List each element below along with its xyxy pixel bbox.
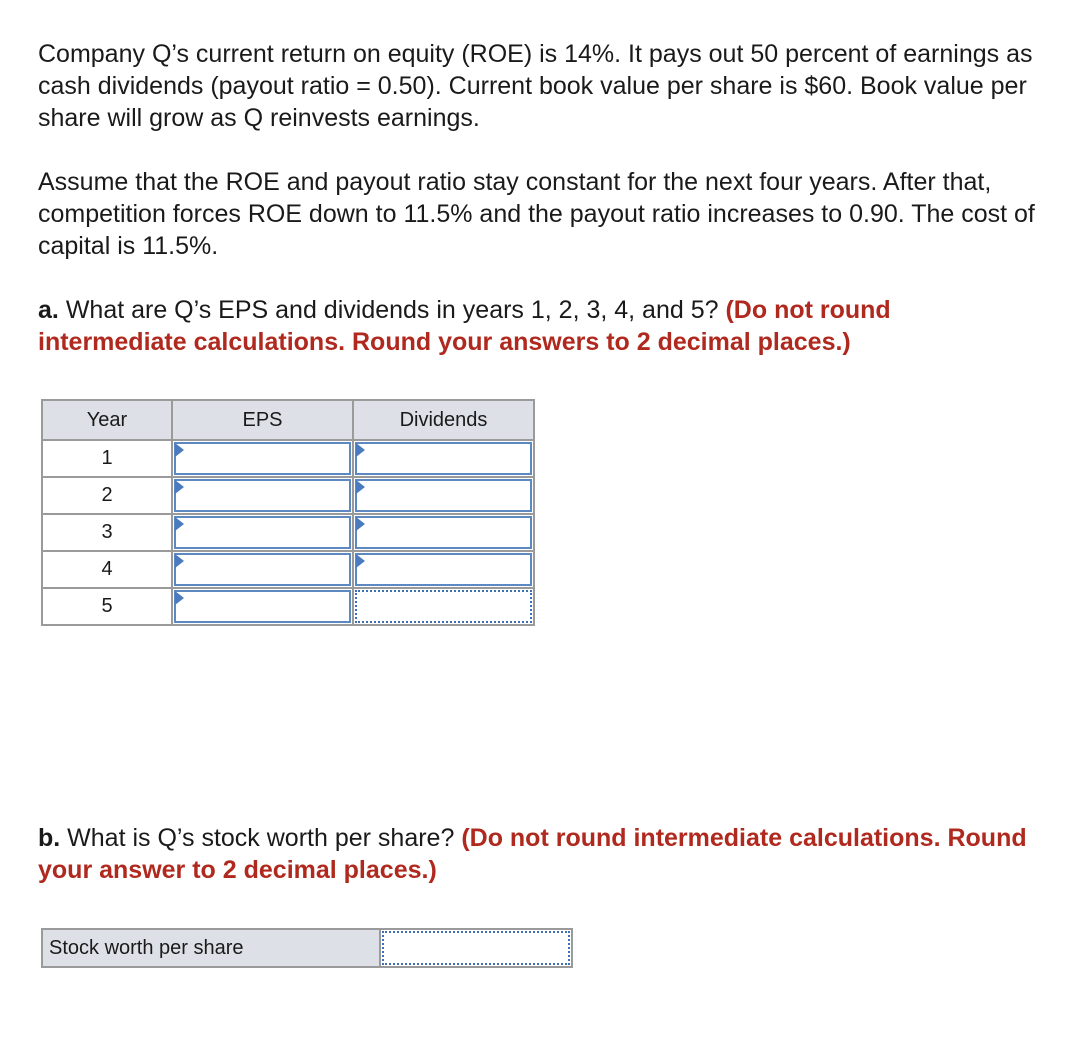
header-year: Year <box>42 400 172 440</box>
dividends-input-cell[interactable] <box>353 551 534 588</box>
question-a-instruction: (Do not round intermediate calculations. Round your answers to 2 decimal places.) <box>38 296 891 356</box>
input-marker-icon <box>175 554 184 568</box>
intro-paragraph-2: Assume that the ROE and payout ratio stay constant for the next four years. After that, competition forces ROE down to 11.5% and the payout ratio increases to 0.90. The cost of capital is 11.5%. <box>38 168 1035 260</box>
year-cell: 5 <box>42 588 172 625</box>
year-cell: 3 <box>42 514 172 551</box>
intro-paragraph-1: Company Q’s current return on equity (ROE) is 14%. It pays out 50 percent of earnings as cash dividends (payout ratio = 0.50). Current book value per share is $60. Book value per share will grow as Q reinvests earnings. <box>38 40 1033 132</box>
input-marker-icon <box>175 591 184 605</box>
table-row <box>42 588 534 625</box>
stock-worth-input[interactable] <box>382 931 570 965</box>
question-a <box>38 294 1038 358</box>
dividends-input[interactable] <box>355 553 532 586</box>
question-b-instruction: (Do not round intermediate calculations. Round your answer to 2 decimal places.) <box>38 824 1027 884</box>
input-marker-icon <box>356 517 365 531</box>
table-row <box>42 929 572 967</box>
year-cell: 4 <box>42 551 172 588</box>
question-b <box>38 822 1038 886</box>
table-row <box>42 514 534 551</box>
header-eps: EPS <box>172 400 353 440</box>
year-cell: 2 <box>42 477 172 514</box>
question-a-text: What are Q’s EPS and dividends in years 1, 2, 3, 4, and 5? <box>65 296 719 324</box>
eps-input[interactable] <box>174 479 351 512</box>
dividends-input-focused[interactable] <box>355 590 532 623</box>
dividends-input-cell[interactable] <box>353 588 534 625</box>
eps-input[interactable] <box>174 553 351 586</box>
year-cell: 1 <box>42 440 172 477</box>
eps-input-cell[interactable] <box>172 440 353 477</box>
stock-worth-label: Stock worth per share <box>42 929 380 967</box>
input-marker-icon <box>356 443 365 457</box>
input-marker-icon <box>175 480 184 494</box>
part-b-letter: b. <box>38 824 61 852</box>
input-marker-icon <box>356 480 365 494</box>
stock-worth-input-cell[interactable] <box>380 929 572 967</box>
input-marker-icon <box>175 517 184 531</box>
eps-input-cell[interactable] <box>172 477 353 514</box>
dividends-input-cell[interactable] <box>353 477 534 514</box>
table-header-row <box>42 400 534 440</box>
dividends-input[interactable] <box>355 479 532 512</box>
eps-dividends-table <box>41 399 535 626</box>
table-row <box>42 440 534 477</box>
eps-input[interactable] <box>174 442 351 475</box>
table-row <box>42 551 534 588</box>
dividends-input[interactable] <box>355 516 532 549</box>
table-row <box>42 477 534 514</box>
eps-input-cell[interactable] <box>172 551 353 588</box>
header-dividends: Dividends <box>353 400 534 440</box>
eps-input-cell[interactable] <box>172 588 353 625</box>
eps-input[interactable] <box>174 516 351 549</box>
dividends-input-cell[interactable] <box>353 514 534 551</box>
stock-worth-table <box>41 928 573 968</box>
input-marker-icon <box>356 554 365 568</box>
dividends-input-cell[interactable] <box>353 440 534 477</box>
eps-input[interactable] <box>174 590 351 623</box>
part-a-letter: a. <box>38 296 59 324</box>
eps-input-cell[interactable] <box>172 514 353 551</box>
input-marker-icon <box>175 443 184 457</box>
question-b-text: What is Q’s stock worth per share? <box>67 824 455 852</box>
dividends-input[interactable] <box>355 442 532 475</box>
